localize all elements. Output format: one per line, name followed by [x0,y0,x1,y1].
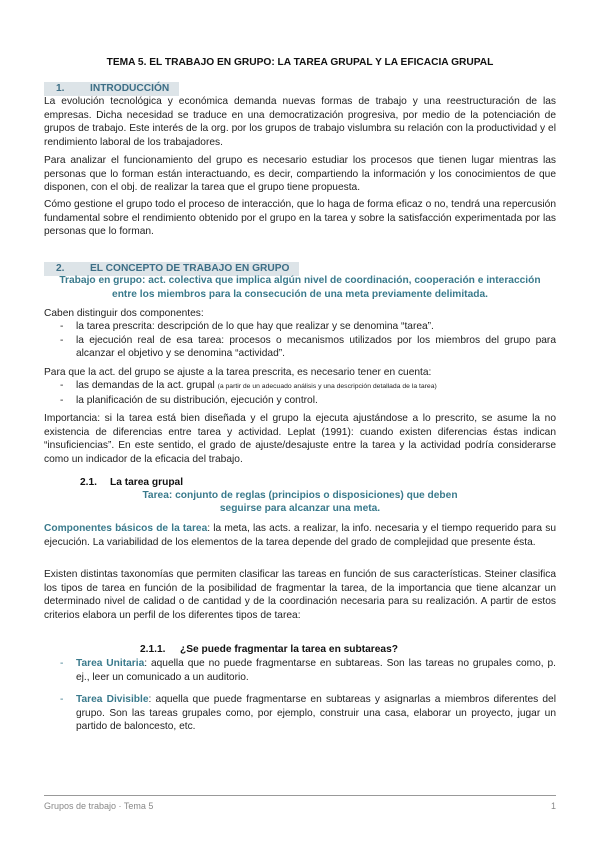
adjust-intro: Para que la act. del grupo se ajuste a la tarea prescrita, es necesario tener en cuenta: [44,367,432,378]
list-item: - las demandas de la act. grupal (a partir de un adecuado análisis y una descripción detallada de la tarea) [44,379,556,394]
subsection-2-1-heading [80,476,183,490]
page-number: 1 [550,801,556,811]
adjust-list [44,379,556,407]
list-item: - la tarea prescrita: descripción de lo que hay que realizar y se denomina “tarea”. [44,320,556,334]
page-footer [44,801,556,811]
task-components-paragraph: Componentes básicos de la tarea: la meta, las acts. a realizar, la info. necesaria y el tiempo requerido para su ejecución. La variabilidad de los elementos de la tarea depende del grado de complejidad que presente ésta. [44,523,557,548]
subsection-2-1-1-heading [140,643,398,657]
section-title: ¿Se puede fragmentar la tarea en subtareas? [180,644,398,655]
footer-text: Grupos de trabajo · Tema 5 [44,801,154,811]
task-components-label: Componentes básicos de la tarea [44,523,208,534]
list-item: - la ejecución real de esa tarea: procesos o mecanismos utilizados por los miembros del grupo para alcanzar el objetivo y se denomina “actividad”. [44,334,556,361]
intro-paragraph-3: Cómo gestione el grupo todo el proceso de interacción, que lo haga de forma eficaz o no, tendrá una repercusión fundamental sobre el rendimiento obtenido por el grupo en la tarea y sobre la satisfacción experimentada por las personas que lo forman. [44,199,556,238]
intro-paragraph-1: La evolución tecnológica y económica demanda nuevas formas de trabajo y una reestructuración de las empresas. Dicha necesidad se traduce en una democratización progresiva, por medio de la potenciación de grupos de trabajo. Este interés de la org. por los grupos de trabajo vislumbra su relación con la productividad y el rendimiento laboral de los trabajadores. [44,96,556,148]
section-number: 2.1. [80,477,97,488]
list-item-unitary-task: - Tarea Unitaria: aquella que no puede fragmentarse en subtareas. Son las tareas no grupales como, p. ej., leer un comunicado a un auditorio. [44,657,556,684]
task-types-list [44,657,556,734]
section-number: 2.1.1. [140,644,166,655]
task-definition-line-1: Tarea: conjunto de reglas (principios o disposiciones) que deben [142,490,458,501]
section-number: 1. [56,83,65,94]
section-title: EL CONCEPTO DE TRABAJO EN GRUPO [90,263,290,274]
footer-divider [44,795,556,796]
importance-paragraph: Importancia: si la tarea está bien diseñada y el grupo la ejecuta ajustándose a lo prescrito, se asume la no existencia de diferencias entre tarea y actividad. Leplat (1991): cuando existen diferencias éstas indican “insuficiencias”. En este sentido, el grado de ajuste/desajuste entre la tarea y la actividad podría considerarse como un indicador de la eficacia del trabajo. [44,413,556,465]
section-number: 2. [56,263,65,274]
work-group-definition: Trabajo en grupo: act. colectiva que implica algún nivel de coordinación, cooperación e interacción entre los miembros para la consecución de una meta previamente delimitada. [59,275,541,300]
section-1-heading [44,82,556,96]
taxonomies-paragraph: Existen distintas taxonomías que permiten clasificar las tareas en función de sus características. Steiner clasifica los tipos de tarea en función de la posibilidad de fragmentar la tarea, de la importancia que tiene alcanzar un determinado nivel de calidad o de cantidad y de la coordinación necesaria para su realización. A partir de estos criterios elabora un perfil de los diferentes tipos de tarea: [44,569,556,621]
list-item: - la planificación de su distribución, ejecución y control. [44,394,556,408]
section-title: La tarea grupal [110,477,184,488]
section-title: INTRODUCCIÓN [90,83,170,94]
components-list [44,320,556,361]
document-title: TEMA 5. EL TRABAJO EN GRUPO: LA TAREA GRUPAL Y LA EFICACIA GRUPAL [106,57,494,68]
list-item-divisible-task: - Tarea Divisible: aquella que puede fragmentarse en subtareas y asignarlas a miembros diferentes del grupo. Son las tareas grupales como, por ejemplo, construir una casa, elaborar un proyecto, jugar un partido de baloncesto, etc. [44,693,556,734]
task-definition-line-2: seguirse para alcanzar una meta. [219,503,381,514]
intro-paragraph-2: Para analizar el funcionamiento del grupo es necesario estudiar los procesos que tienen lugar mientras las personas que lo forman están interactuando, es decir, compartiendo la información y los conocimientos de que disponen, con el obj. de realizar la tarea que el grupo tiene propuesta. [44,155,556,194]
components-intro: Caben distinguir dos componentes: [44,308,204,319]
